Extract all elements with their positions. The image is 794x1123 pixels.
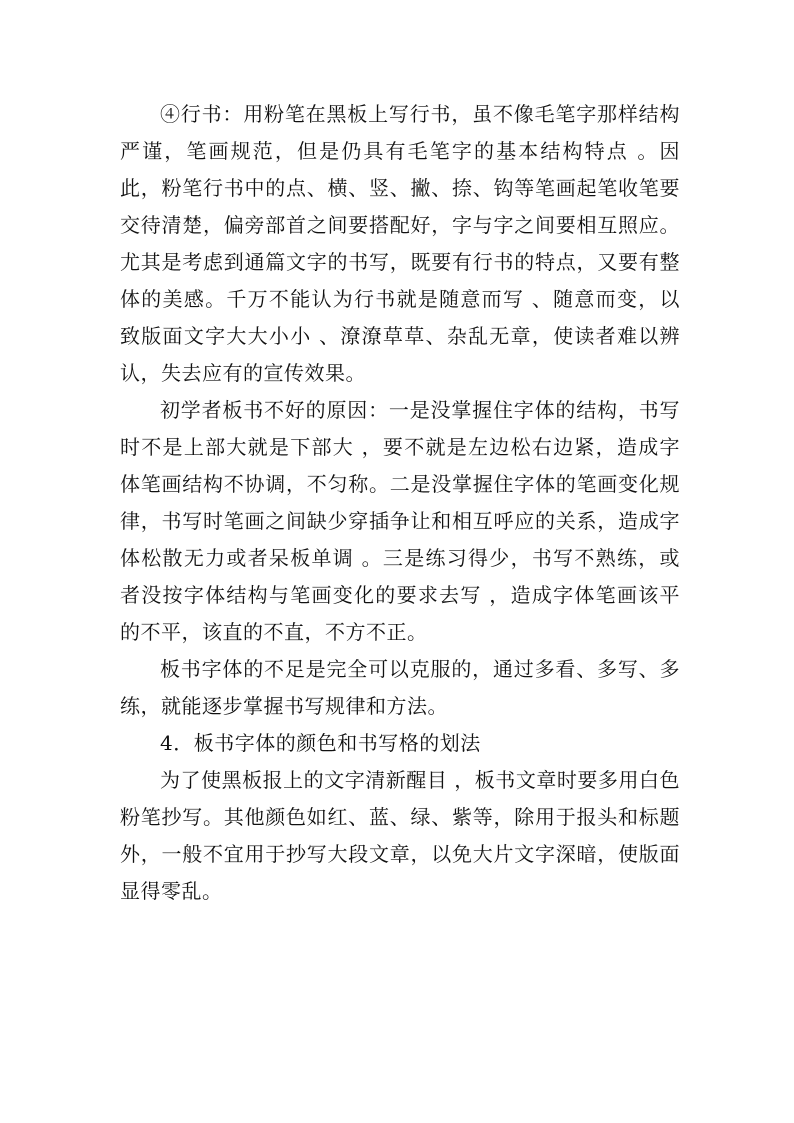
paragraph-chalk-color: 为了使黑板报上的文字清新醒目 ，板书文章时要多用白色粉笔抄写。其他颜色如红、蓝、绿、紫等，除用于报头和标题外，一般不宜用于抄写大段文章，以免大片文字深暗，使版面显得零乱。 bbox=[120, 768, 680, 903]
section-heading: 4．板书字体的颜色和书写格的划法 bbox=[160, 731, 481, 755]
paragraph-overcome: 板书字体的不足是完全可以克服的，通过多看、多写、多练，就能逐步掌握书写规律和方法。 bbox=[120, 657, 680, 718]
paragraph-beginner-problems: 初学者板书不好的原因：一是没掌握住字体的结构，书写时不是上部大就是下部大 ，要不就是左边松右边紧，造成字体笔画结构不协调，不匀称。二是没掌握住字体的笔画变化规律，书写时笔画之间缺少穿插争让和相互呼应的关系，造成字体松散无力或者呆板单调 。三是练习得少，书写不熟练，或者没按字体结构与笔画变化的要求去写 ，造成字体笔画该平的不平，该直的不直，不方不正。 bbox=[120, 398, 680, 644]
document-page bbox=[120, 96, 680, 910]
paragraph-running-script: ④行书：用粉笔在黑板上写行书，虽不像毛笔字那样结构严谨，笔画规范，但是仍具有毛笔字的基本结构特点 。因此，粉笔行书中的点、横、竖、撇、捺、钩等笔画起笔收笔要交待清楚，偏旁部首之间要搭配好，字与字之间要相互照应。尤其是考虑到通篇文字的书写，既要有行书的特点，又要有整体的美感。千万不能认为行书就是随意而写 、随意而变，以致版面文字大大小小 、潦潦草草、杂乱无章，使读者难以辨认，失去应有的宣传效果。 bbox=[120, 102, 680, 385]
